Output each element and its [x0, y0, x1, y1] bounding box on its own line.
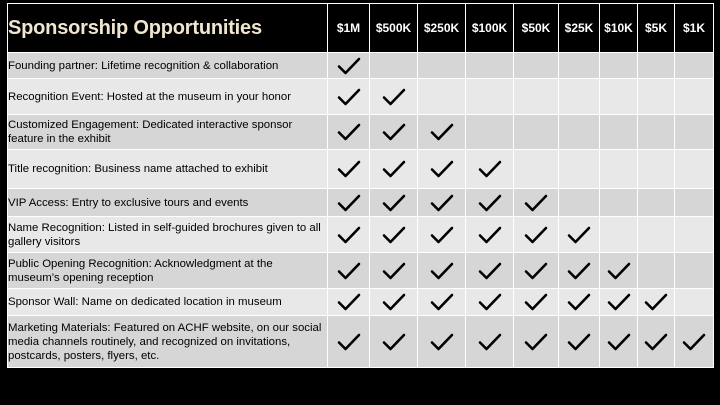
benefit-cell	[514, 79, 559, 115]
benefit-cell	[559, 53, 600, 79]
benefit-cell	[675, 217, 714, 253]
checkmark-icon	[682, 332, 706, 352]
checkmark-icon	[644, 292, 668, 312]
benefit-label: Recognition Event: Hosted at the museum in your honor	[8, 79, 328, 115]
level-header: $250K	[418, 4, 466, 53]
benefit-cell	[328, 289, 370, 316]
checkmark-icon	[382, 122, 406, 142]
checkmark-icon	[430, 261, 454, 281]
benefit-cell	[559, 79, 600, 115]
benefit-cell	[638, 189, 675, 217]
table-row	[8, 150, 714, 189]
benefit-cell	[466, 79, 514, 115]
checkmark-icon	[337, 159, 361, 179]
checkmark-icon	[382, 193, 406, 213]
benefit-cell	[370, 150, 418, 189]
benefit-cell	[675, 316, 714, 368]
benefit-cell	[514, 217, 559, 253]
checkmark-icon	[430, 225, 454, 245]
benefit-cell	[418, 150, 466, 189]
checkmark-icon	[382, 261, 406, 281]
benefit-cell	[418, 316, 466, 368]
benefit-cell	[370, 189, 418, 217]
checkmark-icon	[478, 225, 502, 245]
benefit-label: Customized Engagement: Dedicated interactive sponsor feature in the exhibit	[8, 115, 328, 150]
benefit-cell	[638, 316, 675, 368]
benefit-cell	[418, 217, 466, 253]
header-row	[8, 4, 714, 53]
level-header: $500K	[370, 4, 418, 53]
benefit-cell	[328, 217, 370, 253]
benefit-cell	[370, 79, 418, 115]
checkmark-icon	[478, 193, 502, 213]
table-row	[8, 289, 714, 316]
benefit-cell	[638, 79, 675, 115]
checkmark-icon	[382, 87, 406, 107]
benefit-cell	[418, 115, 466, 150]
benefit-cell	[514, 53, 559, 79]
benefit-cell	[328, 316, 370, 368]
benefit-rows	[8, 53, 714, 368]
checkmark-icon	[382, 225, 406, 245]
level-header: $100K	[466, 4, 514, 53]
benefit-cell	[638, 253, 675, 289]
benefit-cell	[638, 53, 675, 79]
checkmark-icon	[524, 261, 548, 281]
checkmark-icon	[382, 159, 406, 179]
table-row	[8, 79, 714, 115]
checkmark-icon	[567, 292, 591, 312]
benefit-cell	[418, 253, 466, 289]
checkmark-icon	[337, 87, 361, 107]
benefit-cell	[514, 253, 559, 289]
benefit-cell	[600, 79, 638, 115]
benefit-cell	[466, 253, 514, 289]
benefit-cell	[559, 150, 600, 189]
checkmark-icon	[607, 261, 631, 281]
benefit-cell	[638, 217, 675, 253]
checkmark-icon	[478, 261, 502, 281]
checkmark-icon	[607, 292, 631, 312]
benefit-cell	[514, 289, 559, 316]
benefit-label: Founding partner: Lifetime recognition & collaboration	[8, 53, 328, 79]
benefit-cell	[328, 53, 370, 79]
benefit-label: Marketing Materials: Featured on ACHF website, on our social media channels routinely, and recognized on invitations, postcards, posters, flyers, etc.	[8, 316, 328, 368]
checkmark-icon	[337, 332, 361, 352]
benefit-cell	[328, 115, 370, 150]
benefit-cell	[418, 79, 466, 115]
benefit-cell	[675, 289, 714, 316]
benefit-cell	[600, 53, 638, 79]
benefit-cell	[466, 115, 514, 150]
checkmark-icon	[524, 193, 548, 213]
benefit-cell	[638, 289, 675, 316]
benefit-cell	[675, 189, 714, 217]
benefit-cell	[514, 189, 559, 217]
benefit-cell	[370, 253, 418, 289]
benefit-cell	[675, 53, 714, 79]
benefit-cell	[328, 79, 370, 115]
checkmark-icon	[567, 261, 591, 281]
checkmark-icon	[644, 332, 668, 352]
benefit-cell	[600, 150, 638, 189]
benefit-cell	[328, 253, 370, 289]
benefit-cell	[328, 150, 370, 189]
checkmark-icon	[382, 292, 406, 312]
benefit-cell	[675, 79, 714, 115]
table-row	[8, 217, 714, 253]
checkmark-icon	[430, 193, 454, 213]
benefit-cell	[638, 115, 675, 150]
benefit-cell	[600, 217, 638, 253]
benefit-cell	[466, 289, 514, 316]
checkmark-icon	[524, 332, 548, 352]
checkmark-icon	[337, 225, 361, 245]
benefit-cell	[675, 253, 714, 289]
benefit-cell	[675, 150, 714, 189]
checkmark-icon	[337, 193, 361, 213]
level-header: $1K	[675, 4, 714, 53]
benefit-cell	[559, 115, 600, 150]
checkmark-icon	[524, 225, 548, 245]
page-title: Sponsorship Opportunities	[8, 4, 328, 53]
checkmark-icon	[607, 332, 631, 352]
benefit-cell	[514, 316, 559, 368]
table-row	[8, 316, 714, 368]
benefit-cell	[559, 217, 600, 253]
checkmark-icon	[337, 122, 361, 142]
checkmark-icon	[430, 122, 454, 142]
benefit-cell	[418, 189, 466, 217]
benefit-cell	[370, 115, 418, 150]
table-row	[8, 115, 714, 150]
checkmark-icon	[430, 292, 454, 312]
benefit-cell	[600, 253, 638, 289]
benefit-cell	[418, 53, 466, 79]
checkmark-icon	[567, 332, 591, 352]
benefit-label: Sponsor Wall: Name on dedicated location in museum	[8, 289, 328, 316]
level-header: $1M	[328, 4, 370, 53]
benefit-cell	[600, 316, 638, 368]
table-row	[8, 253, 714, 289]
benefit-cell	[370, 316, 418, 368]
benefit-cell	[466, 189, 514, 217]
table-row	[8, 53, 714, 79]
checkmark-icon	[337, 56, 361, 76]
checkmark-icon	[382, 332, 406, 352]
benefit-cell	[466, 217, 514, 253]
checkmark-icon	[337, 261, 361, 281]
checkmark-icon	[478, 159, 502, 179]
benefit-cell	[514, 115, 559, 150]
checkmark-icon	[430, 159, 454, 179]
checkmark-icon	[337, 292, 361, 312]
benefit-cell	[370, 289, 418, 316]
benefit-cell	[600, 115, 638, 150]
checkmark-icon	[567, 225, 591, 245]
benefit-cell	[466, 150, 514, 189]
level-header: $50K	[514, 4, 559, 53]
benefit-cell	[418, 289, 466, 316]
benefit-cell	[638, 150, 675, 189]
benefit-cell	[370, 217, 418, 253]
benefit-label: Public Opening Recognition: Acknowledgment at the museum’s opening reception	[8, 253, 328, 289]
level-header: $10K	[600, 4, 638, 53]
benefit-cell	[600, 189, 638, 217]
benefit-cell	[559, 316, 600, 368]
benefit-cell	[370, 53, 418, 79]
benefit-cell	[328, 189, 370, 217]
checkmark-icon	[478, 292, 502, 312]
checkmark-icon	[430, 332, 454, 352]
benefit-cell	[559, 289, 600, 316]
benefit-label: Title recognition: Business name attached to exhibit	[8, 150, 328, 189]
benefit-cell	[559, 253, 600, 289]
benefit-cell	[514, 150, 559, 189]
benefit-cell	[675, 115, 714, 150]
checkmark-icon	[478, 332, 502, 352]
benefit-label: Name Recognition: Listed in self-guided brochures given to all gallery visitors	[8, 217, 328, 253]
benefit-label: VIP Access: Entry to exclusive tours and events	[8, 189, 328, 217]
benefit-cell	[559, 189, 600, 217]
level-header: $5K	[638, 4, 675, 53]
checkmark-icon	[524, 292, 548, 312]
benefit-cell	[466, 53, 514, 79]
benefit-cell	[600, 289, 638, 316]
level-header: $25K	[559, 4, 600, 53]
sponsorship-table	[7, 3, 714, 368]
table-row	[8, 189, 714, 217]
benefit-cell	[466, 316, 514, 368]
